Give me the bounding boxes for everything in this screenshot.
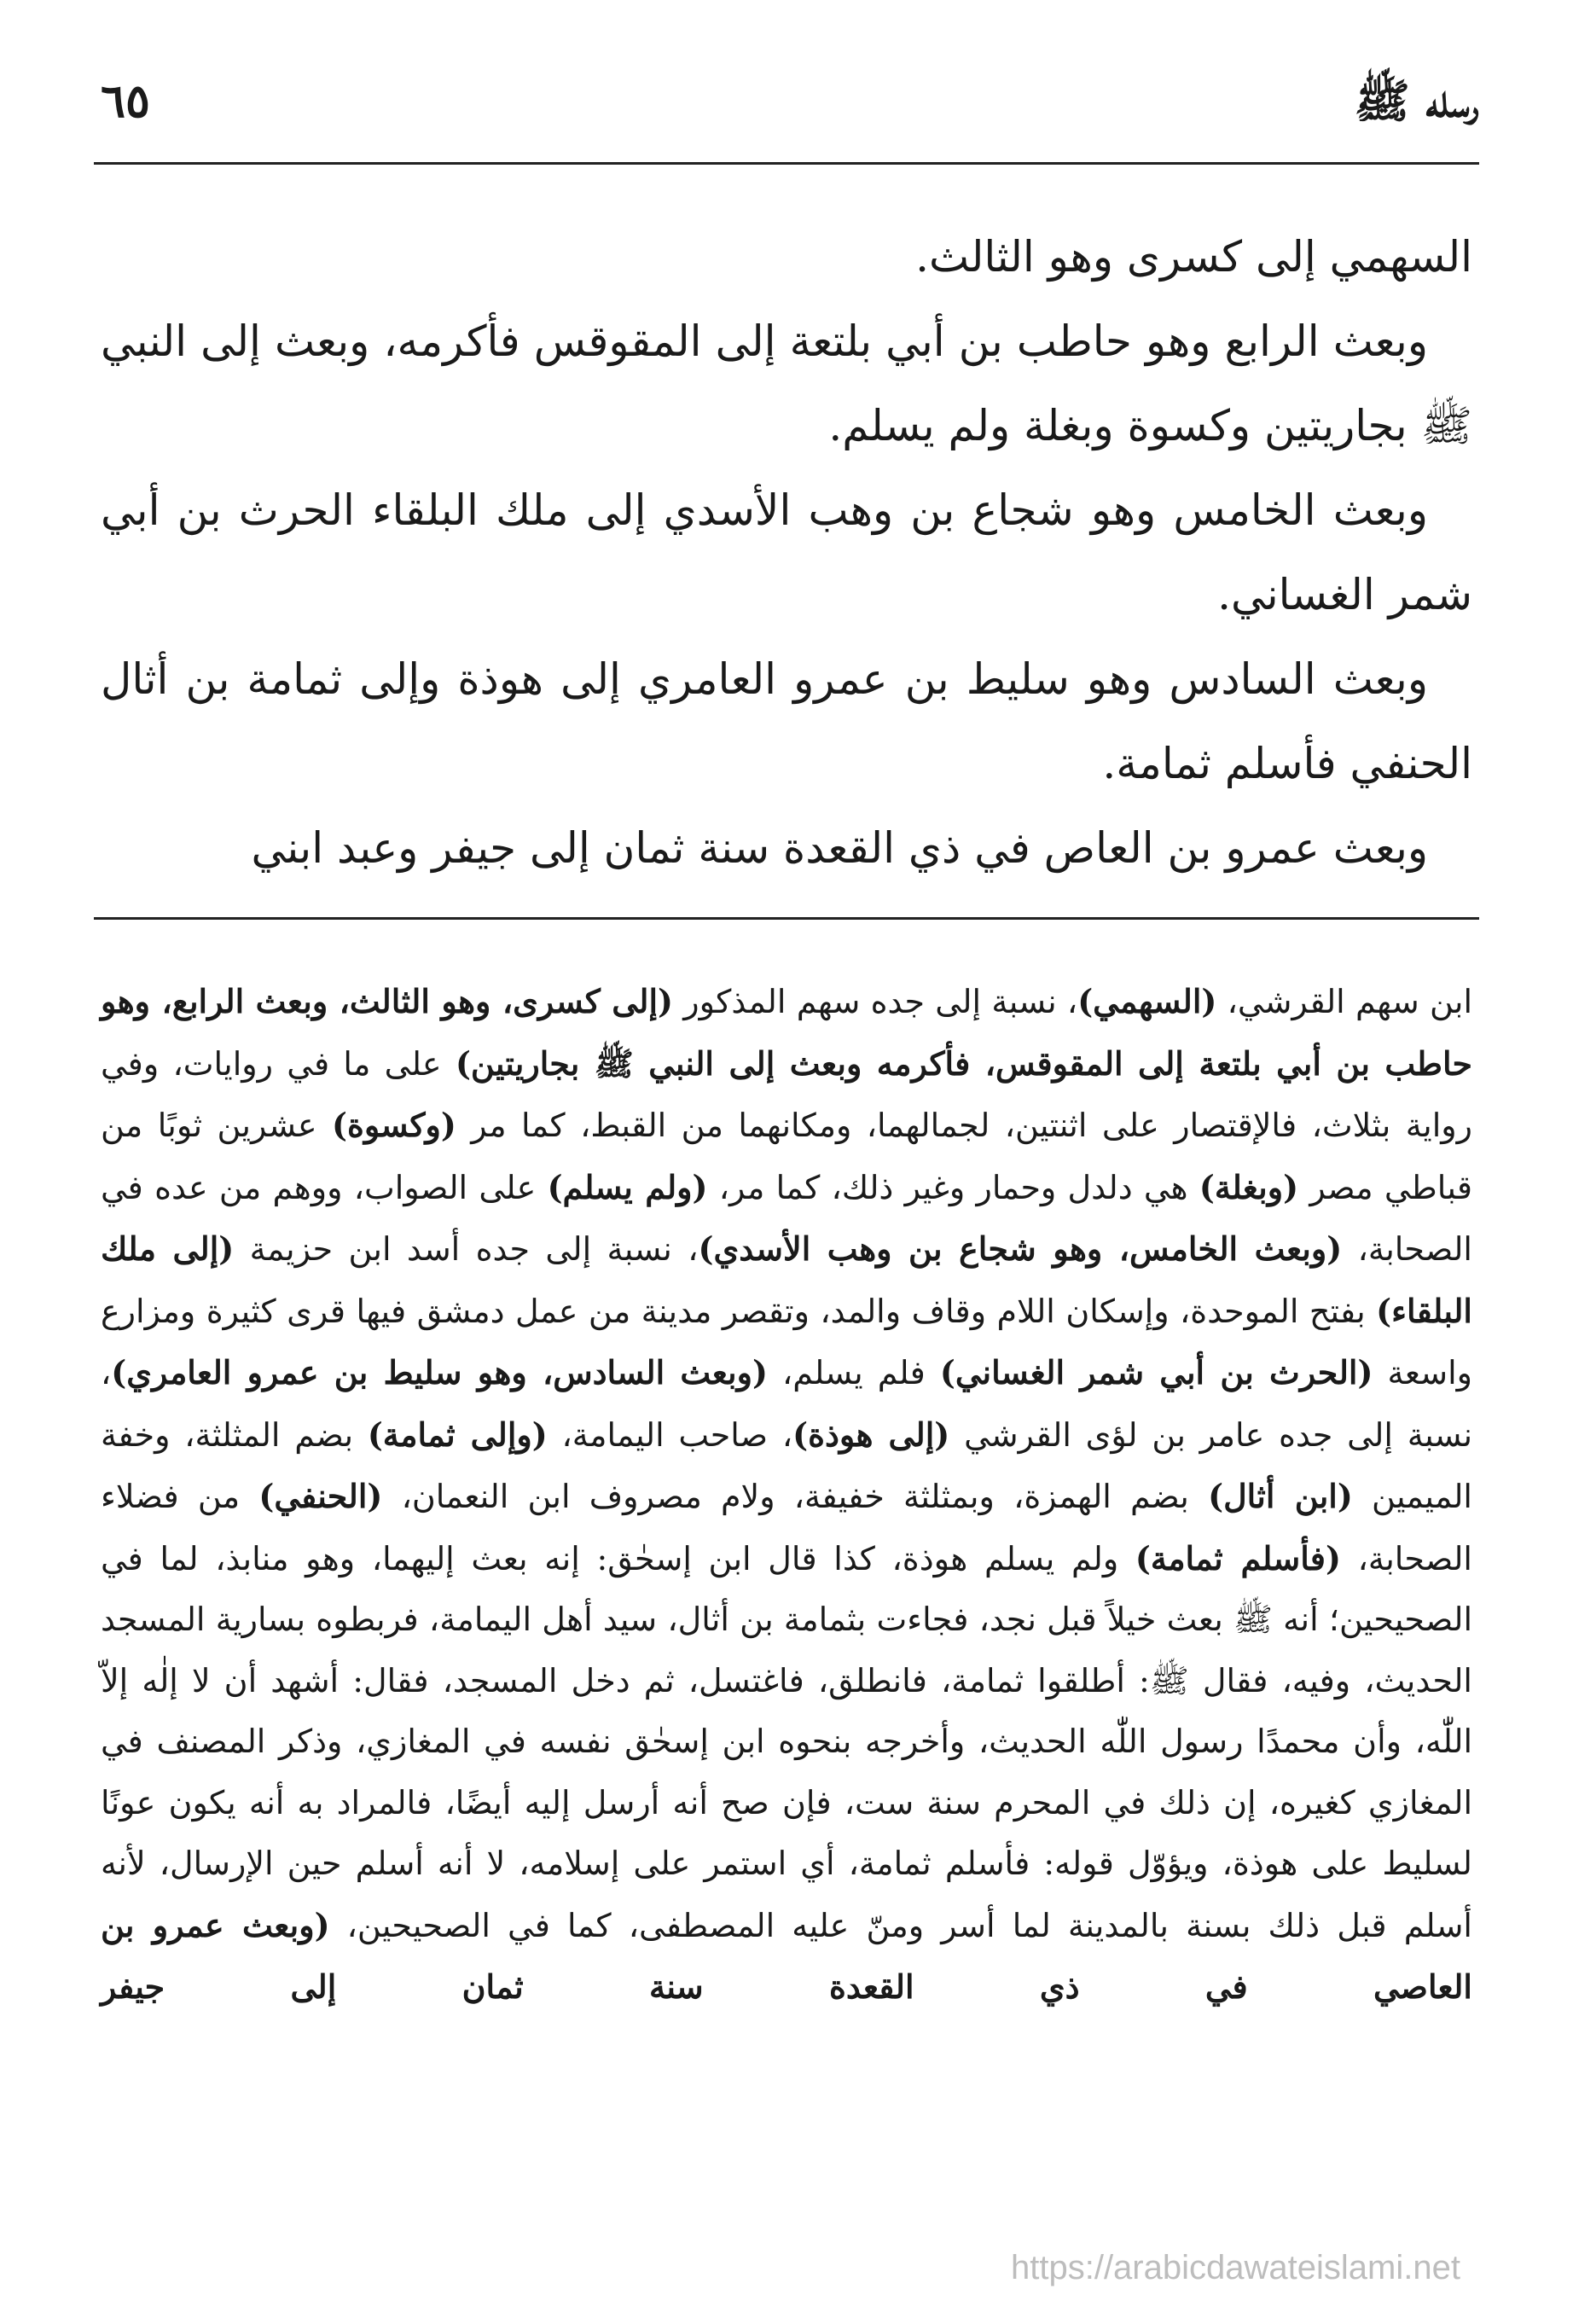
running-title: رسله ﷺ [1354,73,1479,128]
commentary-quote: (إلى كسرى، وهو الثالث، وبعث الرابع، وهو حاطب بن أبي بلتعة إلى المقوقس، فأكرمه وبعث إلى النبي ﷺ بجاريتين) [101,982,1473,1083]
page-number: ٦٥ [101,73,151,128]
commentary-quote: (السهمي) [1077,982,1217,1020]
main-paragraph: وبعث الخامس وهو شجاع بن وهب الأسدي إلى ملك البلقاء الحرث بن أبي شمر الغساني. [101,485,1472,619]
commentary-text: على ما في روايات، وفي رواية بثلاث، فالإقتصار على اثنتين، لجمالهما، ومكانهما من القبط، كما مر [101,1044,1472,1144]
commentary-text: على الصواب، ووهم من عده في الصحابة، [101,1168,1472,1268]
commentary-text: ، نسبة إلى جده عامر بن لؤى القرشي [101,1354,1473,1454]
commentary-text: بضم المثلثة، وخفة الميمين [101,1415,1472,1515]
commentary-text: بفتح الموحدة، وإسكان اللام وقاف والمد، وتقصر مدينة من عمل دمشق فيها قرى كثيرة ومزارع واسعة [101,1292,1472,1391]
commentary-quote: (فأسلم ثمامة) [1135,1538,1341,1577]
commentary-quote: (الحرث بن أبي شمر الغساني) [939,1353,1373,1391]
commentary-quote: (وبعث الخامس، وهو شجاع بن وهب الأسدي) [698,1229,1343,1268]
commentary-divider [94,917,1479,920]
commentary-text: فلم يسلم، [767,1354,940,1391]
commentary-quote: (وكسوة) [331,1106,456,1144]
commentary-quote: (ابن أثال) [1208,1477,1353,1515]
commentary-text: ، نسبة إلى جده أسد ابن حزيمة [234,1230,699,1268]
commentary-text: عشرين ثوبًا من قباطي مصر [101,1107,1472,1206]
commentary-quote: (إلى ملك البلقاء) [101,1229,1472,1330]
header-divider [94,162,1479,165]
commentary-quote: (وبغلة) [1199,1167,1299,1206]
commentary-quote: (وبعث السادس، وهو سليط بن عمرو العامري) [111,1353,768,1391]
main-paragraph: وبعث السادس وهو سليط بن عمرو العامري إلى هوذة وإلى ثمامة بن أثال الحنفي فأسلم ثمامة. [101,654,1472,788]
commentary-quote: (وإلى ثمامة) [367,1415,548,1454]
commentary-quote: (الحنفي) [258,1477,383,1515]
main-paragraph: السهمي إلى كسرى وهو الثالث. [915,232,1472,282]
commentary-quote: (إلى هوذة) [792,1415,950,1454]
main-text [101,215,1472,891]
main-paragraph: وبعث عمرو بن العاص في ذي القعدة سنة ثمان إلى جيفر وعبد ابني [251,823,1428,873]
main-paragraph: وبعث الرابع وهو حاطب بن أبي بلتعة إلى المقوقس فأكرمه، وبعث إلى النبي ﷺ بجاريتين وكسوة وبغلة ولم يسلم. [101,317,1472,450]
commentary-text: ، نسبة إلى جده سهم المذكور [673,983,1078,1020]
commentary-text: ولم يسلم هوذة، كذا قال ابن إسحٰق: إنه بعث إليهما، وهو منابذ، لما في الصحيحين؛ أنه ﷺ بعث خيلاً قبل نجد، فجاءت بثمامة بن أثال، سيد أهل اليمامة، فربطوه بسارية المسجد الحديث، وفيه، فقال ﷺ: أطلقوا ثمامة، فانطلق، فاغتسل، ثم دخل المسجد، فقال: أشهد أن لا إلٰه إلاّ اللّٰه، وأن محمدًا رسول اللّٰه الحديث، وأخرجه بنحوه ابن إسحٰق نفسه في المغازي، وذكر المصنف في المغازي كغيره، إن ذلك في المحرم سنة ست، فإن صح أنه أرسل إليه أيضًا، فالمراد به أنه يكون عونًا لسليط على هوذة، ويؤوّل قوله: فأسلم ثمامة، أي استمر على إسلامه، لا أنه أسلم حين الإرسال، لأنه أسلم قبل ذلك بسنة بالمدينة لما أسر ومنّ عليه المصطفى، كما في الصحيحين، [101,1539,1472,1944]
commentary-text: من فضلاء الصحابة، [101,1478,1472,1577]
commentary-text: ابن سهم القرشي، [1216,983,1473,1020]
commentary-text: هي دلدل وحمار وغير ذلك، كما مر، [707,1168,1199,1206]
commentary-text: ، صاحب اليمامة، [547,1415,793,1454]
commentary-quote: (وبعث عمرو بن العاصي في ذي القعدة سنة ثمان إلى جيفر [101,1905,1472,2006]
source-watermark: https://arabicdawateislami.net [1011,2249,1460,2286]
commentary-quote: (ولم يسلم) [547,1167,708,1206]
commentary [101,971,1472,2019]
commentary-text: بضم الهمزة، وبمثلثة خفيفة، ولام مصروف ابن النعمان، [382,1478,1209,1515]
page-header [94,68,1479,154]
